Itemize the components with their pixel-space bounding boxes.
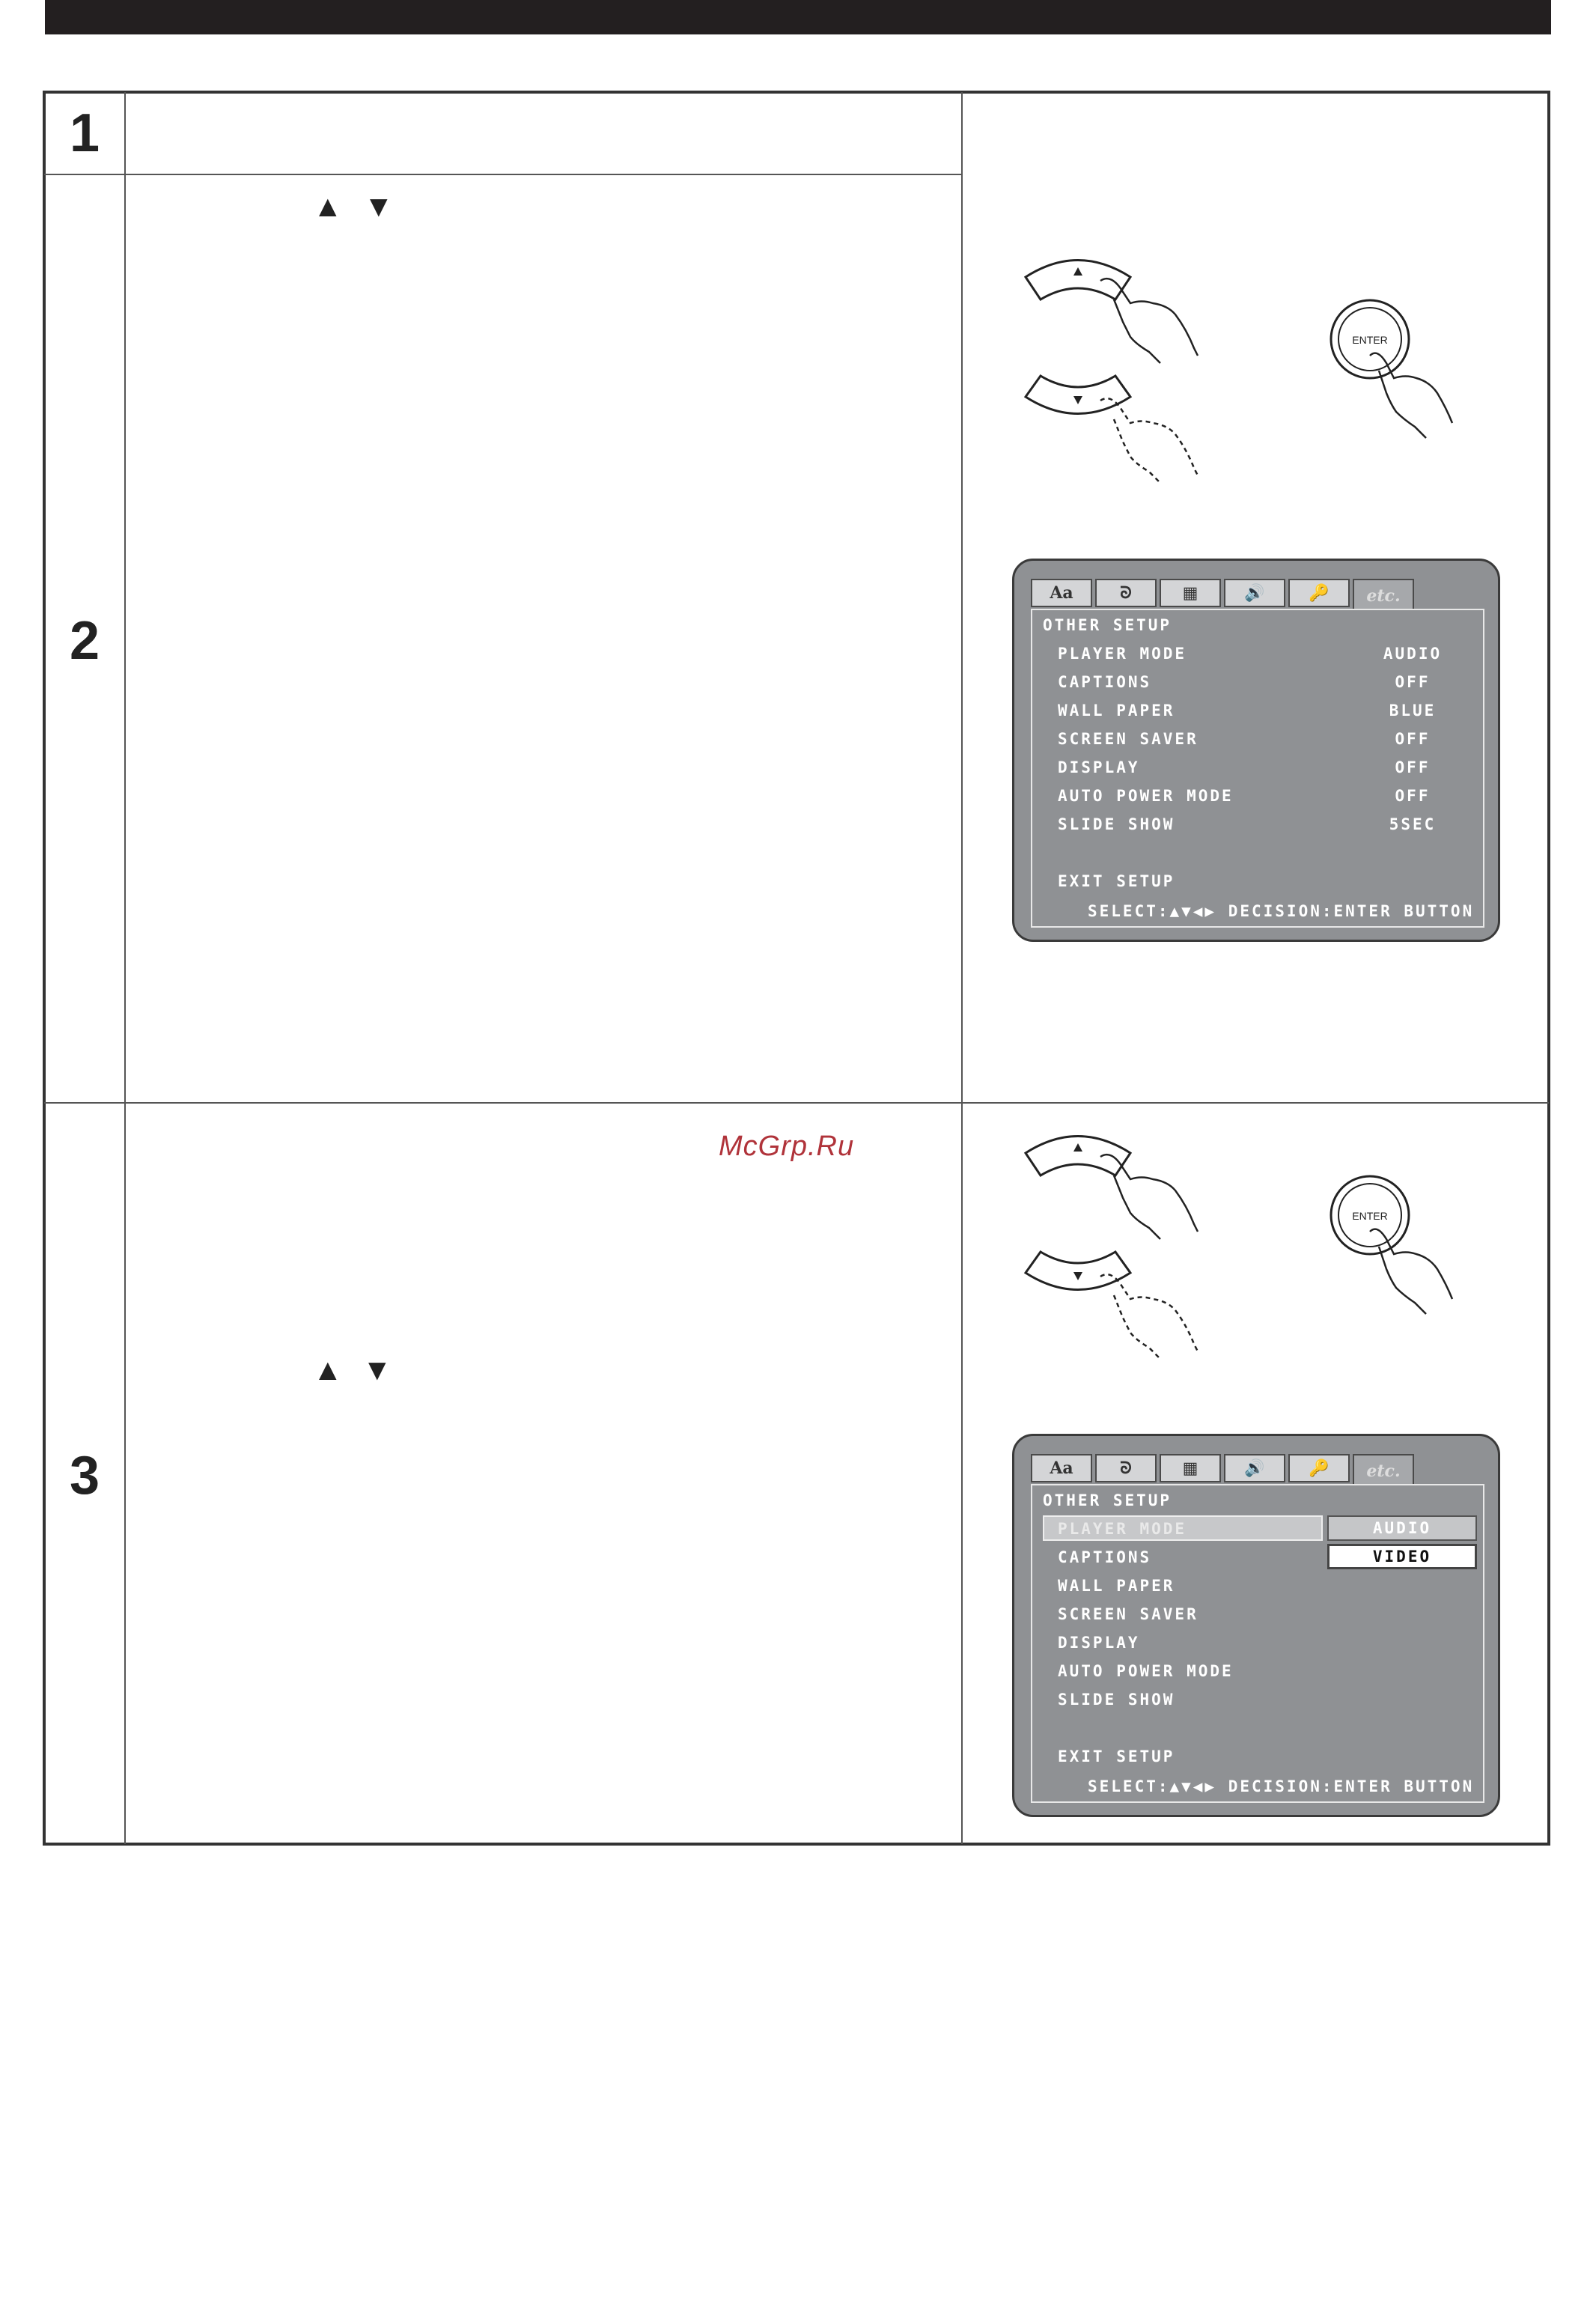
- row-divider-1: [44, 174, 963, 175]
- option-audio: AUDIO: [1327, 1515, 1477, 1541]
- value-screen-saver: OFF: [1395, 730, 1431, 748]
- menu-item-auto-power-mode: AUTO POWER MODE: [1058, 1662, 1234, 1680]
- setup-panel: [1031, 609, 1484, 928]
- enter-label: ENTER: [1352, 334, 1388, 346]
- column-divider-left: [124, 92, 126, 1844]
- value-player-mode: AUDIO: [1383, 645, 1443, 663]
- menu-item-display: DISPLAY: [1058, 1634, 1140, 1652]
- step-number-1: 1: [69, 103, 100, 163]
- menu-item-exit-setup: EXIT SETUP: [1058, 1747, 1175, 1765]
- tab-display: ▦: [1160, 1454, 1221, 1482]
- footer-hint: SELECT:▲▼◀▶ DECISION:ENTER BUTTON: [1088, 1777, 1475, 1795]
- cursor-buttons-illustration: [1018, 1123, 1243, 1378]
- tab-rating: 🔑: [1288, 579, 1350, 607]
- header-bar: [45, 0, 1551, 34]
- step-number-2: 2: [69, 611, 100, 671]
- watermark: McGrp.Ru: [719, 1131, 855, 1162]
- menu-item-player-mode: PLAYER MODE: [1058, 645, 1187, 663]
- tab-language: Aa: [1031, 579, 1092, 607]
- setup-panel: [1031, 1484, 1484, 1803]
- enter-button-illustration: [1325, 1172, 1490, 1336]
- menu-item-captions: CAPTIONS: [1058, 1548, 1152, 1566]
- step-number-3: 3: [69, 1446, 100, 1506]
- value-display: OFF: [1395, 758, 1431, 776]
- menu-item-screen-saver: SCREEN SAVER: [1058, 730, 1198, 748]
- tab-language: Aa: [1031, 1454, 1092, 1482]
- value-slide-show: 5SEC: [1389, 815, 1437, 833]
- up-arrow-icon: ▲: [313, 190, 343, 223]
- value-wall-paper: BLUE: [1389, 702, 1437, 720]
- down-arrow-icon: ▼: [362, 1354, 392, 1387]
- menu-item-slide-show: SLIDE SHOW: [1058, 815, 1175, 833]
- menu-item-slide-show: SLIDE SHOW: [1058, 1691, 1175, 1709]
- tab-audio: 🔊: [1224, 579, 1285, 607]
- panel-heading: OTHER SETUP: [1043, 616, 1172, 634]
- tab-etc: etc.: [1353, 579, 1414, 612]
- footer-hint: SELECT:▲▼◀▶ DECISION:ENTER BUTTON: [1088, 902, 1475, 920]
- menu-item-screen-saver: SCREEN SAVER: [1058, 1605, 1198, 1623]
- tab-display: ▦: [1160, 579, 1221, 607]
- option-video: VIDEO: [1327, 1544, 1477, 1569]
- panel-heading: OTHER SETUP: [1043, 1491, 1172, 1509]
- enter-label: ENTER: [1352, 1210, 1388, 1222]
- column-divider-right: [961, 92, 963, 1844]
- menu-item-auto-power-mode: AUTO POWER MODE: [1058, 787, 1234, 805]
- up-arrow-icon: ▲: [313, 1354, 343, 1387]
- menu-item-player-mode: PLAYER MODE: [1058, 1520, 1187, 1538]
- menu-item-wall-paper: WALL PAPER: [1058, 1577, 1175, 1595]
- tab-audio: 🔊: [1224, 1454, 1285, 1482]
- value-captions: OFF: [1395, 673, 1431, 691]
- down-arrow-icon: ▼: [364, 190, 394, 223]
- value-auto-power-mode: OFF: [1395, 787, 1431, 805]
- tab-rating: 🔑: [1288, 1454, 1350, 1482]
- menu-item-captions: CAPTIONS: [1058, 673, 1152, 691]
- tab-picture: ᘐ: [1095, 1454, 1157, 1482]
- menu-item-display: DISPLAY: [1058, 758, 1140, 776]
- menu-item-wall-paper: WALL PAPER: [1058, 702, 1175, 720]
- tab-etc: etc.: [1353, 1454, 1414, 1487]
- tab-picture: ᘐ: [1095, 579, 1157, 607]
- cursor-buttons-illustration: [1018, 247, 1243, 502]
- setup-screen-other-setup: [1012, 559, 1500, 942]
- setup-screen-player-mode-options: [1012, 1434, 1500, 1817]
- menu-item-exit-setup: EXIT SETUP: [1058, 872, 1175, 890]
- row-divider-2: [44, 1102, 1549, 1104]
- enter-button-illustration: [1325, 296, 1490, 460]
